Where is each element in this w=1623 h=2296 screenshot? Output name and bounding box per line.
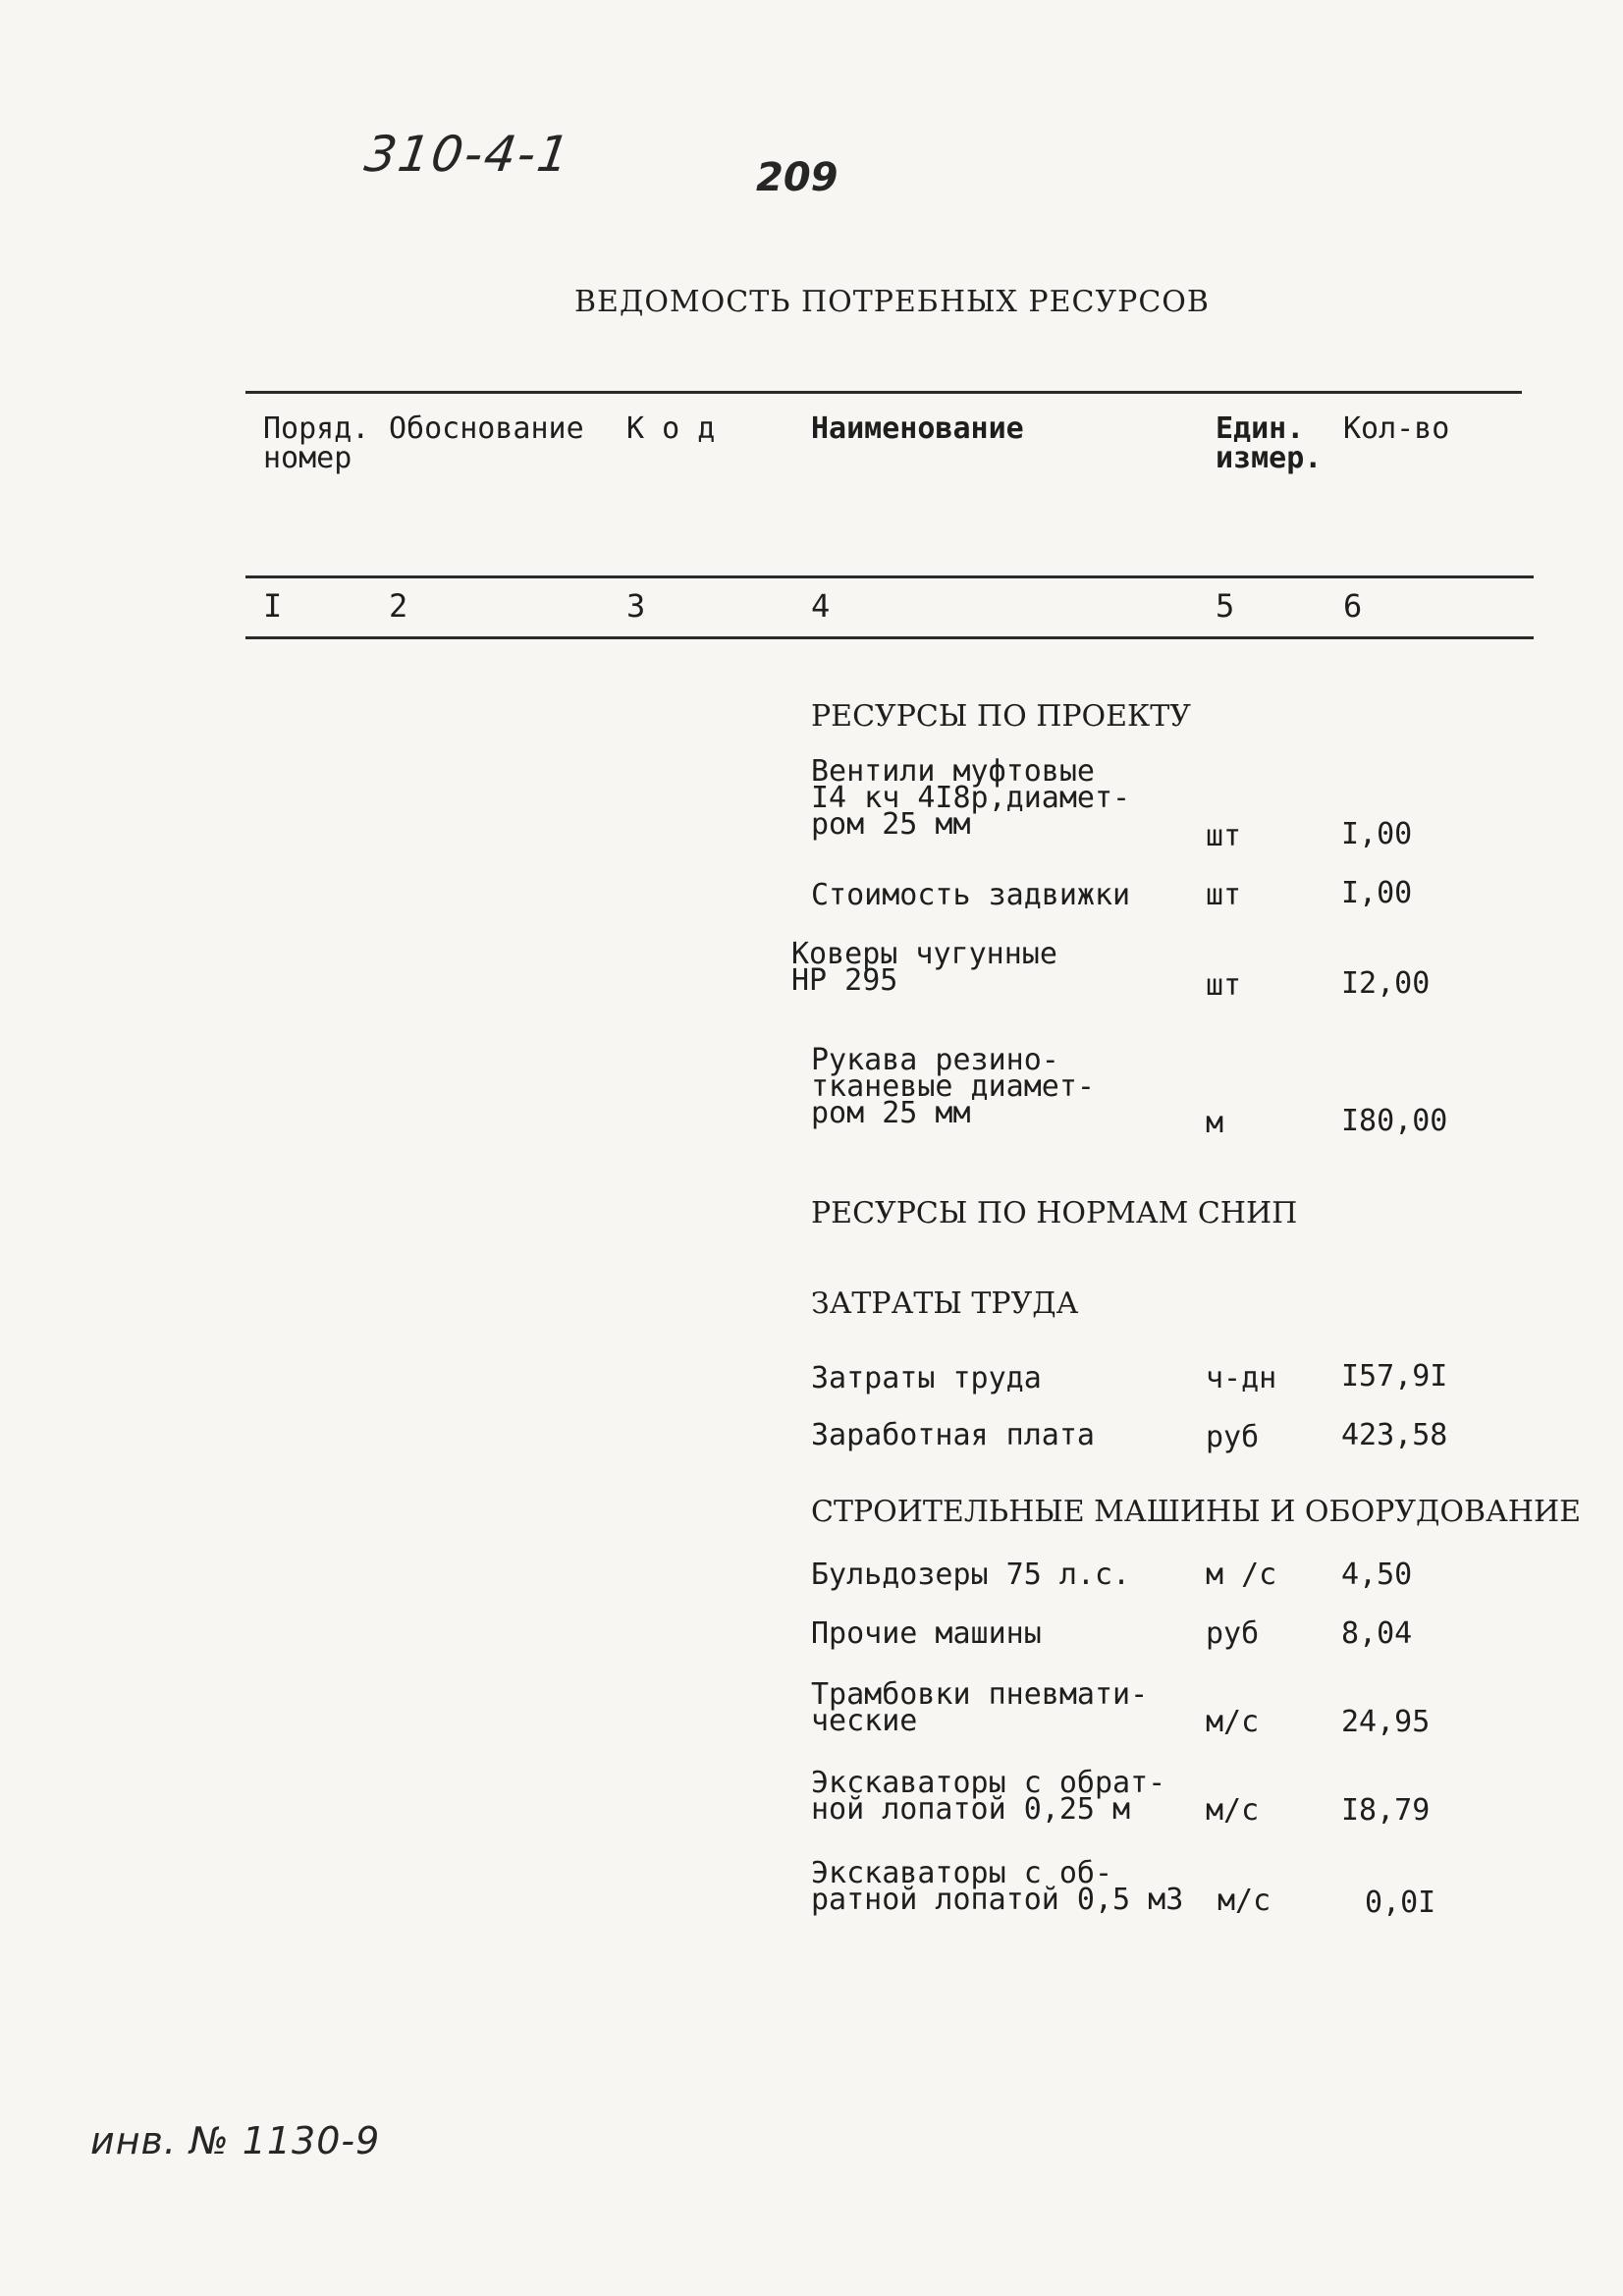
row-quantity: I57,9I [1341,1359,1448,1394]
row-quantity: 4,50 [1341,1558,1413,1592]
column-number-5: 5 [1216,587,1235,625]
row-unit: м/с [1206,1705,1260,1739]
header-unit: Един. измер. [1216,411,1323,475]
document-title: ВЕДОМОСТЬ ПОТРЕБНЫХ РЕСУРСОВ [574,285,1210,319]
header-quantity: Кол-во [1343,411,1450,446]
header-basis: Обоснование [389,411,584,446]
section-heading-machines: СТРОИТЕЛЬНЫЕ МАШИНЫ И ОБОРУДОВАНИЕ [811,1495,1581,1529]
section-heading-labor: ЗАТРАТЫ ТРУДА [811,1286,1079,1321]
row-unit: м/с [1206,1793,1260,1828]
row-unit: шт [1206,819,1242,853]
handwritten-inventory-number: инв. № 1130-9 [90,2119,381,2162]
row-unit: м/с [1217,1884,1271,1918]
row-unit: шт [1206,968,1242,1003]
row-unit: руб [1206,1616,1260,1651]
row-name: Заработная плата [811,1418,1095,1452]
row-quantity: I,00 [1341,817,1413,851]
column-numbers-bottom-rule [245,636,1534,639]
row-name: Бульдозеры 75 л.с. [811,1558,1131,1592]
column-numbers-top-rule [245,575,1534,578]
row-name: Стоимость задвижки [811,878,1131,912]
row-unit: руб [1206,1420,1260,1454]
row-unit: м /с [1206,1558,1277,1592]
row-name: Затраты труда [811,1361,1042,1395]
section-heading-project: РЕСУРСЫ ПО ПРОЕКТУ [811,699,1191,734]
row-quantity: 8,04 [1341,1616,1413,1651]
row-name: Коверы чугунные НР 295 [791,937,1057,998]
row-unit: ч-дн [1206,1361,1277,1395]
row-quantity: 423,58 [1341,1418,1448,1452]
header-name: Наименование [811,411,1024,446]
row-name: Вентили муфтовые I4 кч 4I8р,диамет- ром 25 мм [811,754,1131,842]
row-quantity: I2,00 [1341,966,1431,1001]
row-quantity: I,00 [1341,876,1413,910]
row-name: Рукава резино- тканевые диамет- ром 25 мм [811,1043,1095,1130]
row-name: Экскаваторы с об- ратной лопатой 0,5 м3 [811,1856,1184,1917]
row-name: Экскаваторы с обрат- ной лопатой 0,25 м [811,1766,1166,1827]
column-number-4: 4 [811,587,831,625]
row-unit: м [1206,1106,1224,1140]
column-number-3: 3 [626,587,646,625]
row-quantity: 0,0I [1365,1886,1436,1920]
table-top-rule [245,391,1522,394]
handwritten-page-number: 209 [756,155,839,200]
header-order-number: Поряд. номер [263,411,370,475]
row-quantity: 24,95 [1341,1705,1431,1739]
column-number-6: 6 [1343,587,1363,625]
row-quantity: I80,00 [1341,1104,1448,1138]
row-unit: шт [1206,878,1242,912]
column-number-2: 2 [389,587,408,625]
row-name: Прочие машины [811,1616,1042,1651]
handwritten-doc-number: 310-4-1 [360,126,575,183]
row-name: Трамбовки пневмати- ческие [811,1677,1149,1738]
column-number-1: I [263,587,283,625]
header-code: К о д [626,411,716,446]
section-heading-snip: РЕСУРСЫ ПО НОРМАМ СНИП [811,1196,1298,1230]
row-quantity: I8,79 [1341,1793,1431,1828]
